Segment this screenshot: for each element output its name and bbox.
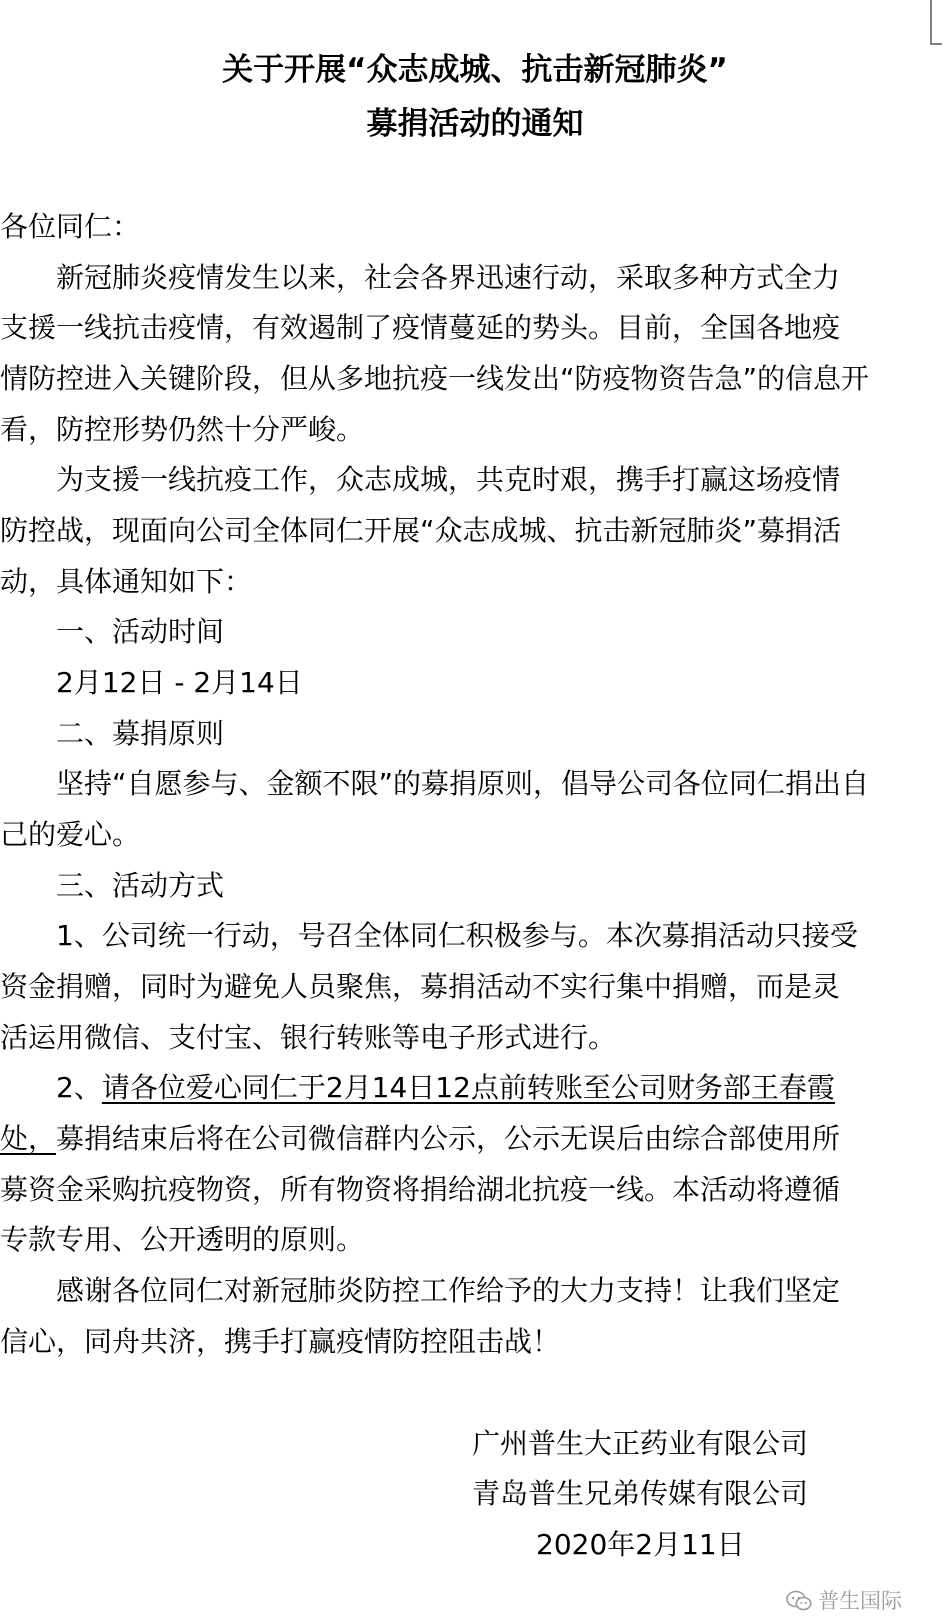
item2-line-2 bbox=[0, 1119, 950, 1159]
notice-title-line-2: 募捐活动的通知 bbox=[366, 106, 584, 142]
signature-date: 2020年2月11日 bbox=[536, 1528, 745, 1561]
body-line: 为支援一线抗疫工作，众志成城，共克时艰，携手打赢这场疫情 bbox=[0, 463, 841, 496]
wechat-icon bbox=[786, 1590, 812, 1612]
watermark-text: 普生国际 bbox=[818, 1589, 902, 1613]
signature-company-2: 青岛普生兄弟传媒有限公司 bbox=[472, 1477, 809, 1510]
body-line: 己的爱心。 bbox=[0, 818, 141, 851]
section-heading-time: 一、活动时间 bbox=[0, 615, 225, 648]
body-line: 资金捐赠，同时为避免人员聚焦，募捐活动不实行集中捐赠，而是灵 bbox=[0, 970, 841, 1003]
body-line: 看，防控形势仍然十分严峻。 bbox=[0, 413, 365, 446]
body-line: 支援一线抗击疫情，有效遏制了疫情蔓延的势头。目前，全国各地疫 bbox=[0, 311, 841, 344]
body-line: 坚持“自愿参与、金额不限”的募捐原则，倡导公司各位同仁捐出自 bbox=[0, 767, 870, 800]
closing-line: 信心，同舟共济，携手打赢疫情防控阻击战！ bbox=[0, 1325, 561, 1358]
account-watermark bbox=[786, 1588, 902, 1614]
closing-line: 感谢各位同仁对新冠肺炎防控工作给予的大力支持！让我们坚定 bbox=[0, 1274, 841, 1307]
body-line: 新冠肺炎疫情发生以来，社会各界迅速行动，采取多种方式全力 bbox=[0, 261, 841, 294]
notice-title-line-1: 关于开展“众志成城、抗击新冠肺炎” bbox=[222, 52, 728, 88]
transfer-instruction-underlined: 请各位爱心同仁于2月14日12点前转账至公司财务部王春霞 bbox=[101, 1071, 835, 1104]
body-line: 1、公司统一行动，号召全体同仁积极参与。本次募捐活动只接受 bbox=[0, 919, 858, 952]
activity-dates: 2月12日 - 2月14日 bbox=[0, 666, 303, 699]
item2-rest: 募捐结束后将在公司微信群内公示，公示无误后由综合部使用所 bbox=[56, 1122, 841, 1155]
body-line: 动，具体通知如下： bbox=[0, 565, 253, 598]
body-line: 情防控进入关键阶段，但从多地抗疫一线发出“防疫物资告急”的信息开 bbox=[0, 362, 870, 395]
body-line: 活运用微信、支付宝、银行转账等电子形式进行。 bbox=[0, 1021, 617, 1054]
body-line: 专款专用、公开透明的原则。 bbox=[0, 1223, 365, 1256]
transfer-instruction-underlined-end: 处， bbox=[0, 1122, 57, 1155]
salutation: 各位同仁： bbox=[0, 210, 141, 243]
signature-company-1: 广州普生大正药业有限公司 bbox=[472, 1427, 809, 1460]
section-heading-method: 三、活动方式 bbox=[0, 869, 225, 902]
body-line: 募资金采购抗疫物资，所有物资将捐给湖北抗疫一线。本活动将遵循 bbox=[0, 1173, 841, 1206]
item2-prefix: 2、 bbox=[0, 1071, 102, 1104]
item2-line-1 bbox=[0, 1068, 950, 1108]
body-line: 防控战，现面向公司全体同仁开展“众志成城、抗击新冠肺炎”募捐活 bbox=[0, 514, 842, 547]
page-edge-bracket bbox=[928, 0, 942, 50]
section-heading-principle: 二、募捐原则 bbox=[0, 717, 225, 750]
